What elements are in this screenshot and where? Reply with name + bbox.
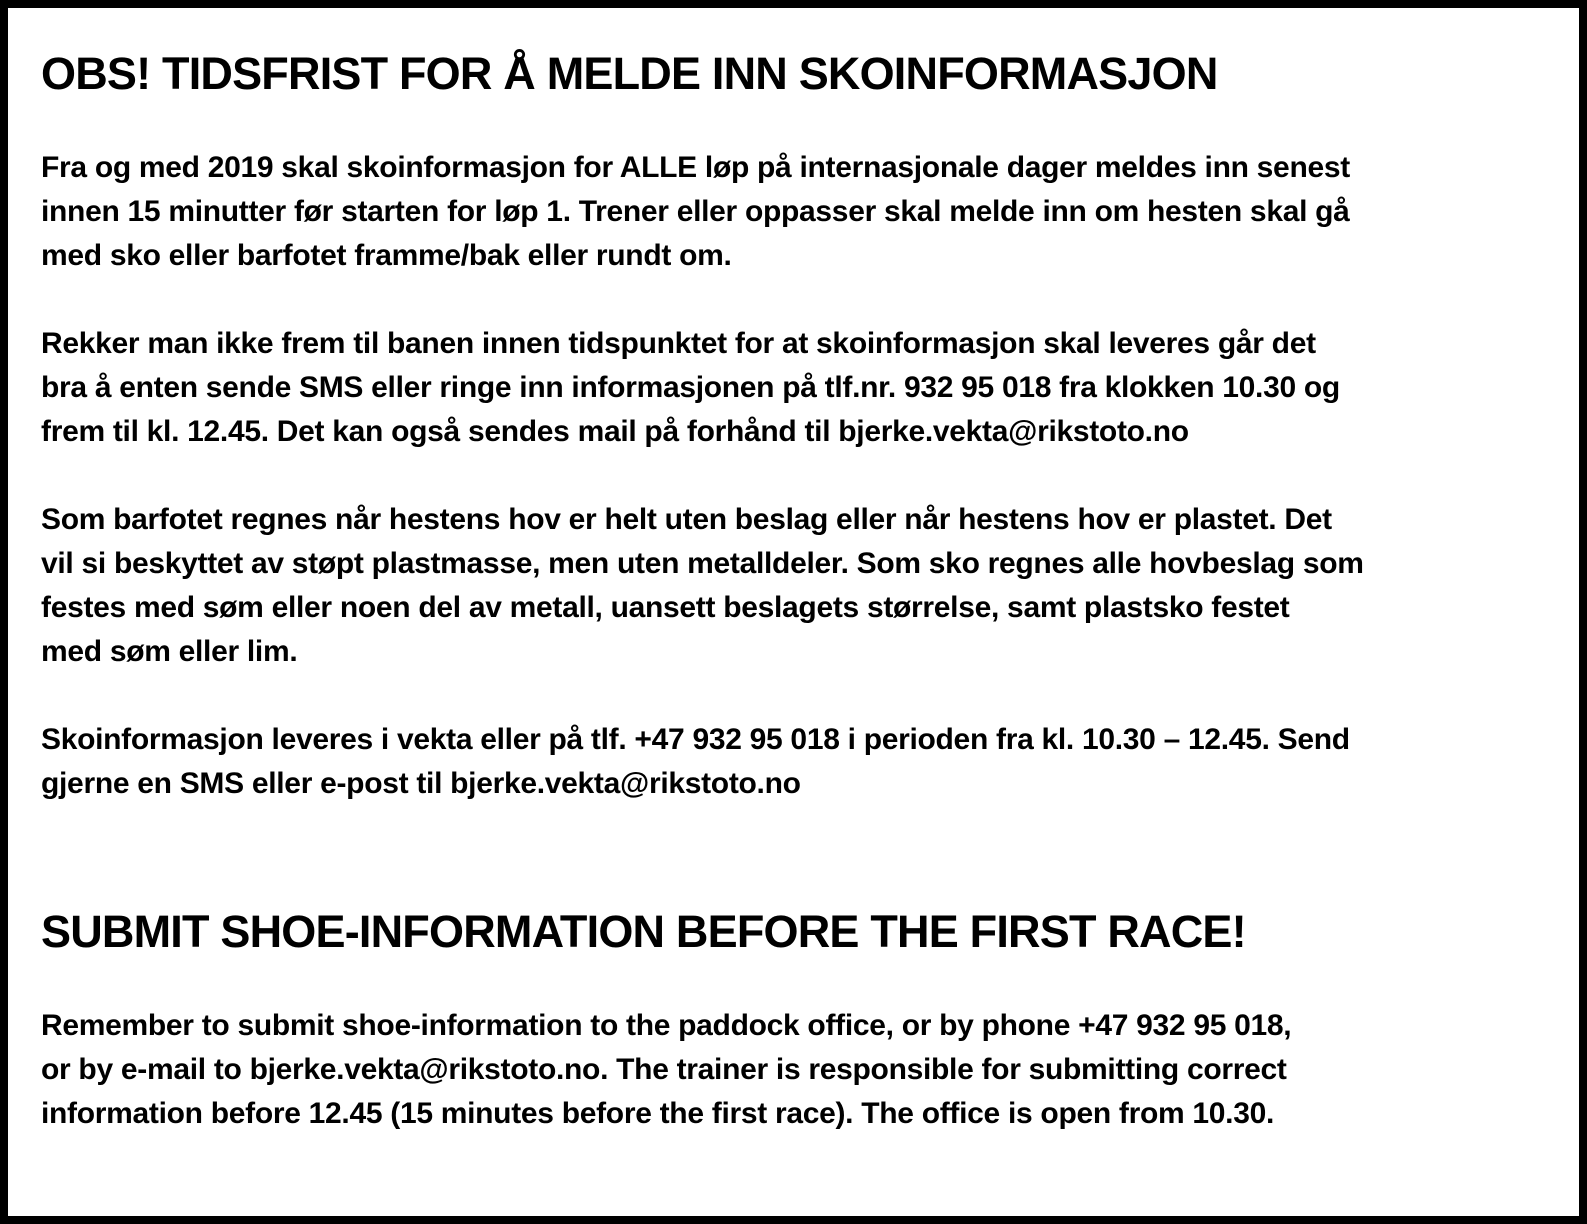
paragraph-line: gjerne en SMS eller e-post til bjerke.vekta@rikstoto.no <box>41 767 801 800</box>
norwegian-paragraph-definitions <box>41 498 1556 674</box>
paragraph-line: Remember to submit shoe-information to the paddock office, or by phone +47 932 95 018, <box>41 1009 1292 1042</box>
notice-content <box>41 48 1556 1136</box>
english-paragraph <box>41 1004 1556 1136</box>
paragraph-line: Rekker man ikke frem til banen innen tidspunktet for at skoinformasjon skal leveres går det <box>41 327 1316 360</box>
paragraph-line: Fra og med 2019 skal skoinformasjon for ALLE løp på internasjonale dager meldes inn senest <box>41 151 1350 184</box>
norwegian-heading: OBS! TIDSFRIST FOR Å MELDE INN SKOINFORMASJON <box>41 48 1218 99</box>
paragraph-line: med søm eller lim. <box>41 635 298 668</box>
paragraph-line: festes med søm eller noen del av metall, uansett beslagets størrelse, samt plastsko festet <box>41 591 1290 624</box>
paragraph-line: frem til kl. 12.45. Det kan også sendes mail på forhånd til bjerke.vekta@rikstoto.no <box>41 415 1189 448</box>
norwegian-paragraph-submission <box>41 718 1556 806</box>
paragraph-line: med sko eller barfotet framme/bak eller rundt om. <box>41 239 732 272</box>
paragraph-line: information before 12.45 (15 minutes before the first race). The office is open from 10.30. <box>41 1097 1275 1130</box>
paragraph-line: vil si beskyttet av støpt plastmasse, men uten metalldeler. Som sko regnes alle hovbeslag som <box>41 547 1364 580</box>
norwegian-paragraph-deadline <box>41 146 1556 278</box>
english-heading: SUBMIT SHOE-INFORMATION BEFORE THE FIRST RACE! <box>41 906 1246 957</box>
paragraph-line: Skoinformasjon leveres i vekta eller på tlf. +47 932 95 018 i perioden fra kl. 10.30 – 12.45. Send <box>41 723 1350 756</box>
paragraph-line: innen 15 minutter før starten for løp 1. Trener eller oppasser skal melde inn om hesten skal gå <box>41 195 1350 228</box>
norwegian-paragraph-contact <box>41 322 1556 454</box>
paragraph-line: bra å enten sende SMS eller ringe inn informasjonen på tlf.nr. 932 95 018 fra klokken 10.30 og <box>41 371 1340 404</box>
paragraph-line: or by e-mail to bjerke.vekta@rikstoto.no. The trainer is responsible for submitting correct <box>41 1053 1287 1086</box>
paragraph-line: Som barfotet regnes når hestens hov er helt uten beslag eller når hestens hov er plastet. Det <box>41 503 1332 536</box>
